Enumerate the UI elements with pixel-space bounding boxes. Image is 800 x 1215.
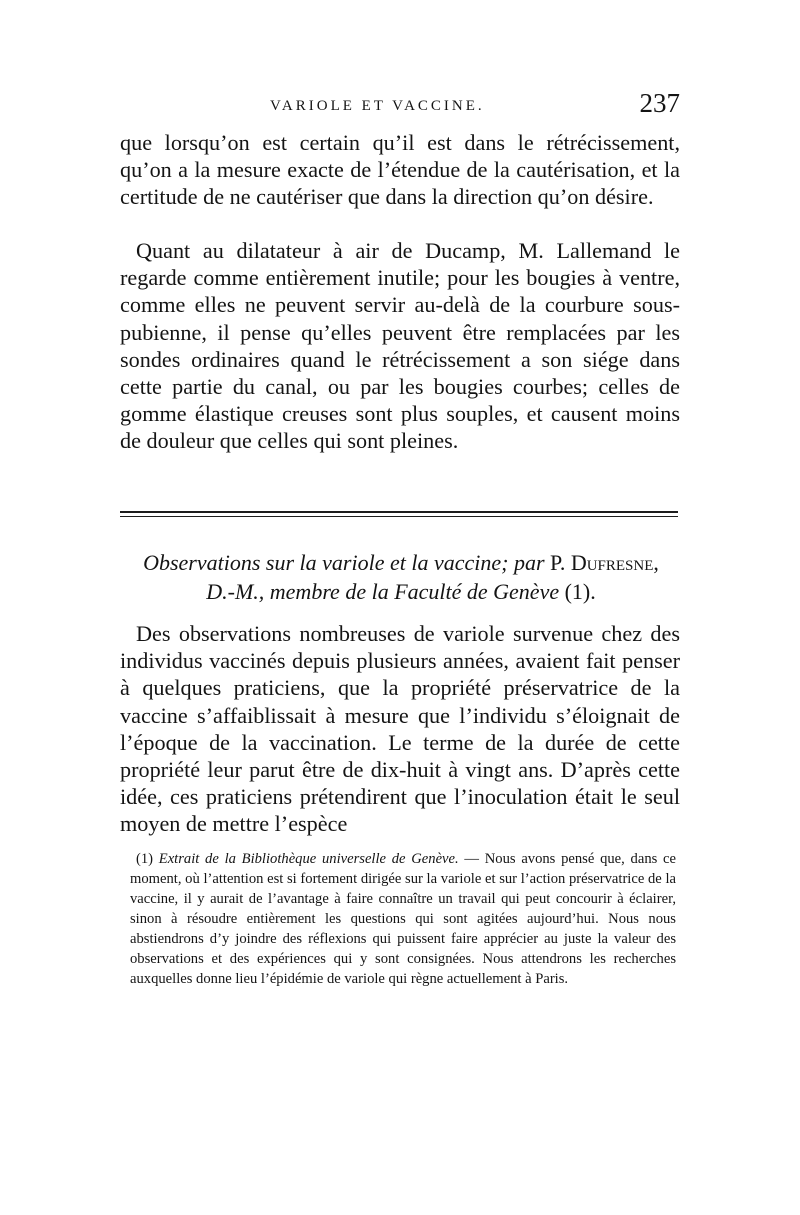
main-paragraph: Des observations nombreuses de variole survenue chez des individus vaccinés depuis plusieurs années, avaient fait penser à quelques praticiens, que la propriété préservatrice de la vaccine s’affaiblissait à mesure que l’individu s’éloignait de l’époque de la vaccination. Le terme de la durée de cette propriété leur parut être de dix-huit à vingt ans. D’après cette idée, ces praticiens prétendirent que l’inoculation était le seul moyen de mettre l’espèce <box>120 621 680 837</box>
continued-paragraph-block <box>120 129 680 211</box>
main-paragraph-block <box>120 620 680 838</box>
footnote-source: Extrait de la Bibliothèque universelle de Genève. <box>158 851 459 867</box>
page-number: 237 <box>639 88 680 118</box>
article-author: P. Dufresne, <box>550 550 659 575</box>
footnote-text: — Nous avons pensé que, dans ce moment, où l’attention est si fortement dirigée sur la variole et sur l’action préservatrice de la vaccine, il y aurait de l’avantage à faire connaître un travail qui peut concourir à éclairer, sinon à résoudre entièrement les questions qui sont agitées aujourd’hui. Nous nous abstiendrons d’y joindre des réflexions qui puissent faire apprécier au juste la valeur des observations et des expériences qui y sont consignées. Nous attendrons les recherches auxquelles donne lieu l’épidémie de variole qui règne actuellement à Paris. <box>130 851 676 987</box>
paragraph-block <box>120 237 680 455</box>
footnote-block <box>130 849 676 989</box>
paragraph-dilatateur: Quant au dilatateur à air de Ducamp, M. Lallemand le regarde comme entièrement inutile; pour les bougies à ventre, comme elles ne peuvent servir au-delà de la courbure sous-pubienne, il pense qu’elles peuvent être remplacées par les sondes ordinaires quand le rétrécissement a son siége dans cette partie du canal, ou par les bougies courbes; celles de gomme élastique creuses sont plus souples, et causent moins de douleur que celles qui sont pleines. <box>120 238 680 454</box>
running-title: VARIOLE ET VACCINE. <box>270 98 485 114</box>
footnote-reference: (1). <box>564 579 596 604</box>
footnote-marker: (1) <box>136 851 154 867</box>
article-title <box>118 548 684 606</box>
article-title-part-1: Observations sur la variole et la vaccine; par <box>143 550 545 575</box>
section-rule-top <box>120 511 678 513</box>
page-header <box>120 88 680 128</box>
footnote <box>130 849 676 989</box>
section-rule-bottom <box>120 516 678 517</box>
continued-paragraph: que lorsqu’on est certain qu’il est dans le rétrécissement, qu’on a la mesure exacte de l’étendue de la cautérisation, et la certitude de ne cautériser que dans la direction qu’on désire. <box>120 130 680 210</box>
article-title-part-2: D.-M., membre de la Faculté de Genève <box>206 579 560 604</box>
